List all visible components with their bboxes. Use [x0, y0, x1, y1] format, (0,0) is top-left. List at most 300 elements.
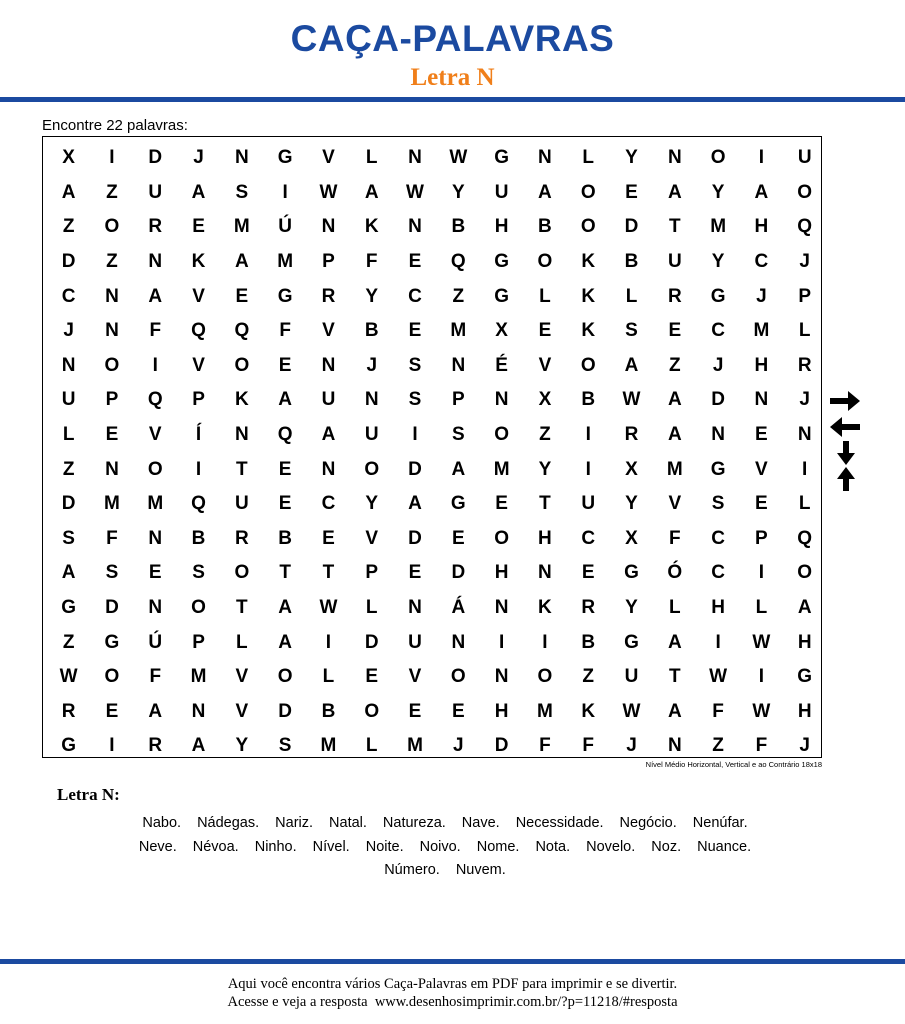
grid-cell: I [758, 562, 765, 584]
grid-cell: M [450, 320, 467, 342]
grid-cell: A [191, 735, 206, 757]
grid-cell: Y [711, 251, 725, 273]
grid-cell: U [234, 493, 249, 515]
grid-cell: L [365, 597, 378, 619]
grid-cell: H [754, 216, 769, 238]
grid-cell: O [580, 354, 596, 376]
grid-cell: K [538, 597, 552, 619]
grid-cell: N [148, 527, 163, 549]
grid-cell: G [624, 631, 639, 653]
grid-cell: G [61, 735, 77, 757]
grid-cell: K [581, 320, 596, 342]
letter-grid [47, 141, 826, 764]
grid-cell: É [495, 354, 508, 376]
grid-cell: F [106, 527, 118, 549]
grid-cell: Z [582, 666, 595, 688]
grid-cell: V [322, 320, 335, 342]
page-title: CAÇA-PALAVRAS [290, 18, 615, 59]
grid-cell: N [494, 597, 509, 619]
grid-cell: G [61, 597, 77, 619]
grid-cell: D [105, 597, 119, 619]
grid-cell: O [104, 216, 120, 238]
grid-cell: T [539, 493, 551, 515]
grid-cell: V [668, 493, 682, 515]
word-list-item: Necessidade. [515, 815, 604, 831]
grid-cell: B [624, 251, 639, 273]
grid-cell: A [321, 424, 336, 446]
word-list-item: Ninho. [254, 838, 297, 855]
grid-cell: I [758, 147, 765, 169]
grid-cell: U [364, 424, 379, 446]
grid-cell: P [322, 251, 335, 273]
grid-cell: S [408, 354, 422, 376]
grid-cell: V [192, 285, 205, 307]
grid-cell: R [61, 700, 76, 722]
grid-cell: S [62, 527, 75, 549]
grid-cell: R [667, 285, 682, 307]
grid-cell: L [62, 424, 75, 446]
grid-cell: Y [235, 735, 249, 757]
footer-line-1: Aqui você encontra vários Caça-Palavras em PDF para imprimir e se divertir. [227, 976, 678, 992]
grid-cell: A [667, 424, 682, 446]
grid-cell: A [61, 181, 76, 203]
grid-cell: N [148, 597, 163, 619]
grid-cell: O [147, 458, 163, 480]
grid-cell: T [669, 216, 681, 238]
grid-cell: P [365, 562, 379, 584]
grid-cell: I [195, 458, 202, 480]
grid-cell: L [322, 666, 335, 688]
grid-cell: P [192, 631, 205, 653]
grid-cell: X [625, 527, 638, 549]
grid-cell: O [797, 562, 813, 584]
word-list-item: Nabo. [142, 815, 182, 831]
word-list-item: Nádegas. [197, 815, 260, 831]
grid-cell: F [712, 700, 724, 722]
grid-cell: L [365, 735, 378, 757]
grid-cell: P [798, 285, 812, 307]
grid-cell: Z [62, 631, 75, 653]
grid-cell: N [148, 251, 163, 273]
grid-cell: E [495, 493, 508, 515]
grid-cell: A [234, 251, 249, 273]
grid-cell: O [104, 354, 120, 376]
grid-cell: W [449, 147, 468, 169]
word-list-item: Nível. [312, 838, 350, 855]
grid-cell: O [364, 458, 380, 480]
grid-cell: Y [365, 285, 379, 307]
grid-cell: A [364, 181, 379, 203]
grid-cell: G [494, 251, 509, 273]
grid-cell: W [709, 666, 728, 688]
grid-cell: N [408, 147, 422, 169]
grid-cell: N [408, 597, 422, 619]
grid-cell: W [319, 597, 338, 619]
grid-cell: A [278, 631, 292, 653]
grid-cell: I [109, 147, 115, 169]
grid-cell: N [538, 562, 552, 584]
grid-cell: M [407, 735, 423, 757]
grid-cell: E [278, 354, 292, 376]
grid-cell: A [148, 700, 163, 722]
grid-cell: L [755, 597, 768, 619]
grid-cell: H [538, 527, 552, 549]
grid-cell: A [451, 458, 466, 480]
grid-cell: G [104, 631, 120, 653]
grid-cell: I [585, 458, 591, 480]
grid-cell: W [319, 181, 338, 203]
grid-cell: N [667, 735, 682, 757]
grid-cell: I [282, 181, 288, 203]
grid-cell: K [191, 251, 206, 273]
grid-cell: P [105, 389, 119, 411]
grid-cell: M [147, 493, 164, 515]
grid-cell: N [234, 147, 249, 169]
arrow-down-icon [828, 440, 862, 466]
grid-cell: N [451, 631, 466, 653]
grid-cell: N [191, 700, 206, 722]
grid-cell: Z [106, 251, 118, 273]
grid-cell: A [191, 181, 206, 203]
grid-cell: O [580, 181, 596, 203]
grid-cell: D [148, 147, 163, 169]
grid-cell: I [498, 631, 505, 653]
grid-cell: J [799, 389, 810, 411]
word-list [40, 812, 850, 883]
grid-cell: Ó [667, 562, 683, 584]
grid-cell: A [797, 597, 812, 619]
grid-cell: L [365, 147, 378, 169]
grid-cell: F [755, 735, 768, 757]
grid-cell: O [537, 251, 553, 273]
arrow-left-icon [828, 414, 862, 440]
grid-cell: I [152, 354, 158, 376]
grid-cell: Y [625, 597, 638, 619]
grid-cell: E [105, 424, 119, 446]
grid-cell: Z [62, 216, 75, 238]
grid-cell: C [408, 285, 422, 307]
word-list-item: Nome. [476, 838, 520, 855]
grid-cell: C [711, 527, 725, 549]
grid-cell: E [408, 562, 422, 584]
grid-cell: H [494, 562, 509, 584]
grid-cell: E [755, 424, 768, 446]
grid-cell: O [104, 666, 120, 688]
grid-cell: W [622, 389, 641, 411]
grid-cell: L [798, 493, 811, 515]
grid-cell: B [538, 216, 552, 238]
grid-cell: A [667, 700, 682, 722]
word-list-item: Nuvem. [455, 862, 506, 878]
grid-cell: N [538, 147, 552, 169]
grid-cell: U [581, 493, 596, 515]
grid-cell: O [494, 527, 509, 549]
grid-cell: H [797, 700, 812, 722]
grid-cell: M [666, 458, 683, 480]
grid-cell: J [756, 285, 767, 307]
footer-line-2: Acesse e veja a resposta www.desenhosimprimir.com.br/?p=11218/#resposta [227, 994, 678, 1010]
grid-cell: U [321, 389, 336, 411]
grid-cell: Z [669, 354, 681, 376]
grid-cell: N [364, 389, 379, 411]
grid-cell: B [191, 527, 206, 549]
grid-cell: U [667, 251, 682, 273]
grid-cell: E [278, 458, 292, 480]
grid-cell: R [148, 216, 163, 238]
grid-cell: K [581, 700, 596, 722]
grid-cell: G [277, 285, 293, 307]
grid-cell: G [710, 458, 726, 480]
grid-cell: J [453, 735, 464, 757]
grid-cell: H [494, 700, 509, 722]
grid-cell: E [278, 493, 292, 515]
grid-cell: Q [277, 424, 293, 446]
grid-cell: K [364, 216, 379, 238]
level-note: Nível Médio Horizontal, Vertical e ao Contrário 18x18 [645, 760, 822, 769]
grid-cell: A [278, 597, 292, 619]
direction-legend [828, 388, 864, 492]
grid-cell: S [711, 493, 725, 515]
grid-cell: E [408, 251, 422, 273]
grid-cell: Y [625, 493, 638, 515]
grid-cell: I [109, 735, 115, 757]
grid-cell: V [235, 666, 249, 688]
grid-cell: H [711, 597, 725, 619]
grid-cell: A [667, 631, 682, 653]
grid-cell: Q [191, 320, 206, 342]
word-list-item: Nariz. [275, 815, 314, 831]
word-list-item: Neve. [138, 838, 177, 855]
grid-cell: J [193, 147, 204, 169]
grid-cell: Á [451, 597, 466, 619]
grid-cell: F [669, 527, 681, 549]
grid-cell: B [321, 700, 336, 722]
grid-cell: H [754, 354, 769, 376]
word-list-item: Nuance. [697, 838, 752, 855]
grid-cell: D [408, 458, 422, 480]
grid-cell: D [408, 527, 422, 549]
grid-cell: R [148, 735, 163, 757]
grid-cell: E [451, 700, 465, 722]
arrow-right-icon [828, 388, 862, 414]
grid-cell: G [277, 147, 293, 169]
grid-cell: L [625, 285, 638, 307]
grid-cell: V [538, 354, 552, 376]
grid-cell: N [451, 354, 466, 376]
grid-cell: U [797, 147, 812, 169]
grid-cell: U [61, 389, 76, 411]
grid-cell: E [538, 320, 552, 342]
word-list-item: Noivo. [419, 838, 461, 855]
grid-cell: T [279, 562, 291, 584]
grid-cell: I [325, 631, 332, 653]
grid-cell: L [539, 285, 551, 307]
grid-cell: N [321, 458, 336, 480]
word-list-item: Névoa. [192, 838, 239, 855]
grid-cell: T [236, 597, 248, 619]
grid-cell: Q [191, 493, 206, 515]
grid-cell: S [408, 389, 422, 411]
word-list-item: Noite. [365, 838, 404, 855]
grid-cell: F [365, 251, 378, 273]
grid-cell: N [105, 285, 119, 307]
grid-cell: W [406, 181, 424, 203]
word-list-item: Natal. [329, 815, 367, 831]
grid-cell: O [537, 666, 553, 688]
grid-cell: Q [797, 216, 813, 238]
grid-cell: Í [195, 424, 202, 446]
grid-cell: N [711, 424, 725, 446]
grid-cell: N [667, 147, 682, 169]
grid-cell: N [494, 389, 509, 411]
grid-cell: A [754, 181, 769, 203]
grid-cell: E [451, 527, 465, 549]
grid-cell: V [235, 700, 249, 722]
grid-cell: W [622, 700, 641, 722]
grid-cell: B [581, 631, 596, 653]
grid-cell: Y [451, 181, 465, 203]
grid-cell: G [450, 493, 466, 515]
grid-cell: V [148, 424, 162, 446]
grid-cell: H [494, 216, 509, 238]
grid-cell: O [277, 666, 293, 688]
word-list-item: Noz. [651, 838, 682, 855]
grid-cell: I [585, 424, 591, 446]
grid-cell: O [450, 666, 466, 688]
grid-cell: S [235, 181, 249, 203]
grid-cell: Q [797, 527, 813, 549]
grid-cell: M [493, 458, 510, 480]
grid-cell: N [234, 424, 249, 446]
word-list-item: Nave. [461, 815, 500, 831]
grid-cell: R [797, 354, 812, 376]
grid-cell: O [580, 216, 596, 238]
grid-cell: K [581, 251, 596, 273]
grid-cell: K [581, 285, 596, 307]
grid-cell: G [624, 562, 639, 584]
grid-cell: V [322, 147, 335, 169]
grid-cell: J [626, 735, 637, 757]
grid-cell: Q [234, 320, 250, 342]
grid-cell: S [192, 562, 205, 584]
arrow-up-icon [828, 466, 862, 492]
grid-cell: F [149, 320, 162, 342]
grid-cell: A [61, 562, 76, 584]
grid-cell: B [451, 216, 466, 238]
grid-cell: R [581, 597, 596, 619]
grid-cell: L [798, 320, 811, 342]
grid-cell: X [625, 458, 638, 480]
grid-cell: N [105, 320, 119, 342]
grid-cell: O [234, 354, 250, 376]
grid-cell: Z [539, 424, 551, 446]
grid-cell: F [582, 735, 595, 757]
grid-cell: V [365, 527, 379, 549]
grid-cell: Ú [278, 216, 292, 238]
grid-cell: M [710, 216, 727, 238]
grid-cell: P [755, 527, 768, 549]
grid-cell: L [236, 631, 248, 653]
bottom-rule [0, 959, 905, 964]
grid-cell: E [408, 700, 422, 722]
grid-cell: W [752, 631, 771, 653]
grid-cell: Q [450, 251, 466, 273]
grid-cell: N [321, 354, 336, 376]
grid-cell: E [365, 666, 379, 688]
grid-cell: N [321, 216, 336, 238]
grid-cell: L [582, 147, 595, 169]
grid-cell: B [581, 389, 596, 411]
grid-cell: Q [147, 389, 163, 411]
grid-cell: M [277, 251, 294, 273]
grid-cell: V [192, 354, 205, 376]
grid-cell: R [624, 424, 639, 446]
grid-cell: W [752, 700, 771, 722]
grid-cell: F [149, 666, 162, 688]
grid-cell: B [364, 320, 379, 342]
top-rule [0, 97, 905, 102]
grid-cell: E [625, 181, 638, 203]
grid-cell: Y [625, 147, 638, 169]
grid-cell: S [451, 424, 465, 446]
grid-cell: J [799, 251, 810, 273]
grid-cell: T [322, 562, 335, 584]
grid-cell: I [758, 666, 765, 688]
grid-cell: D [364, 631, 379, 653]
grid-cell: J [63, 320, 74, 342]
grid-cell: G [494, 147, 509, 169]
grid-cell: C [754, 251, 769, 273]
grid-cell: D [624, 216, 639, 238]
grid-cell: C [711, 320, 725, 342]
grid-cell: N [61, 354, 76, 376]
grid-cell: Z [106, 181, 118, 203]
grid-cell: F [279, 320, 291, 342]
grid-cell: O [494, 424, 509, 446]
grid-cell: M [320, 735, 337, 757]
grid-cell: C [711, 562, 725, 584]
grid-cell: D [451, 562, 466, 584]
grid-cell: T [236, 458, 248, 480]
grid-cell: O [364, 700, 380, 722]
grid-cell: P [451, 389, 465, 411]
grid-cell: E [148, 562, 162, 584]
grid-cell: Y [711, 181, 725, 203]
grid-cell: G [710, 285, 726, 307]
grid-cell: E [322, 527, 335, 549]
grid-cell: I [412, 424, 418, 446]
grid-cell: O [710, 147, 726, 169]
grid-cell: U [408, 631, 422, 653]
word-list-item: Nota. [535, 838, 571, 855]
grid-cell: D [278, 700, 292, 722]
grid-cell: J [712, 354, 724, 376]
grid-cell: I [802, 458, 808, 480]
grid-cell: G [494, 285, 509, 307]
grid-cell: D [711, 389, 725, 411]
grid-cell: E [668, 320, 682, 342]
grid-cell: E [755, 493, 768, 515]
grid-cell: M [104, 493, 120, 515]
grid-cell: E [105, 700, 119, 722]
grid-cell: I [542, 631, 548, 653]
grid-cell: X [538, 389, 552, 411]
grid-cell: U [494, 181, 509, 203]
grid-cell: W [59, 666, 78, 688]
grid-cell: M [190, 666, 207, 688]
grid-cell: D [494, 735, 509, 757]
grid-cell: S [625, 320, 638, 342]
